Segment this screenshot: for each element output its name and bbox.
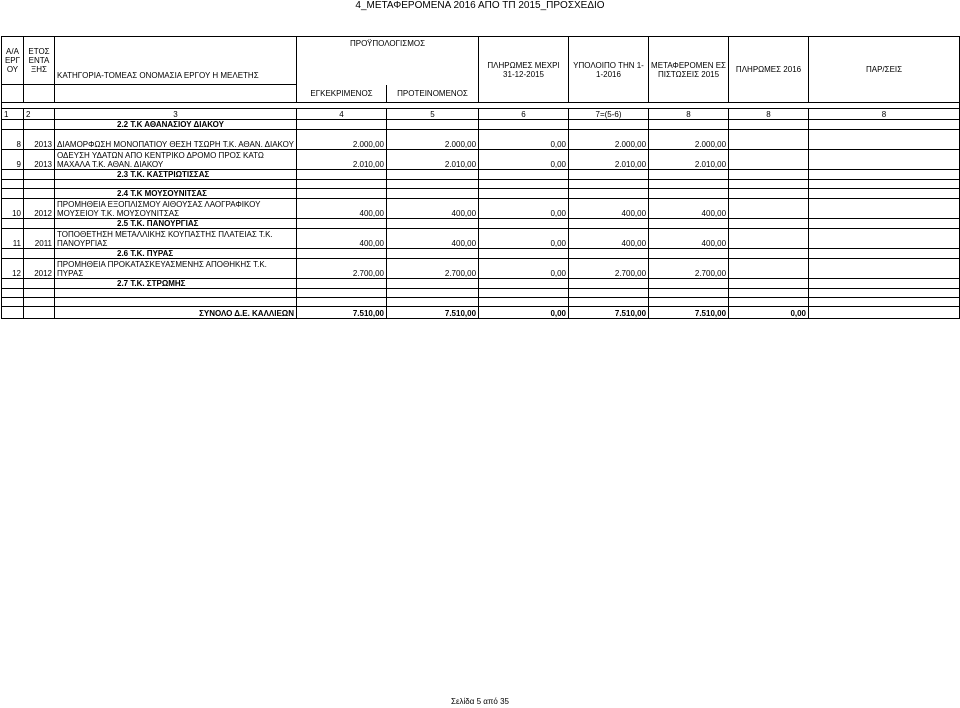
empty-cell bbox=[729, 120, 809, 130]
empty-cell bbox=[2, 120, 24, 130]
empty-cell bbox=[387, 189, 479, 199]
empty-cell bbox=[297, 249, 387, 259]
paid-amount: 0,00 bbox=[479, 150, 569, 170]
header-proposed: ΠΡΟΤΕΙΝΟΜΕΝΟΣ bbox=[387, 85, 479, 103]
carried-amount: 2.700,00 bbox=[649, 259, 729, 279]
header-carried: ΜΕΤΑΦΕΡΟΜΕΝ ΕΣ ΠΙΣΤΩΣΕΙΣ 2015 bbox=[649, 37, 729, 103]
remainder-amount: 2.700,00 bbox=[569, 259, 649, 279]
empty-cell bbox=[649, 289, 729, 298]
blank-row bbox=[2, 289, 960, 298]
section-row bbox=[2, 219, 960, 229]
colnum-7: 7=(5-6) bbox=[569, 109, 649, 120]
table-row bbox=[2, 229, 960, 249]
empty-cell bbox=[297, 279, 387, 289]
proposed-amount: 400,00 bbox=[387, 229, 479, 249]
paid-amount: 0,00 bbox=[479, 259, 569, 279]
total-proposed: 7.510,00 bbox=[387, 307, 479, 319]
empty-cell bbox=[387, 170, 479, 180]
empty-cell bbox=[649, 180, 729, 189]
remainder-amount: 2.010,00 bbox=[569, 150, 649, 170]
empty-cell bbox=[55, 298, 297, 307]
empty-cell bbox=[649, 120, 729, 130]
empty-cell bbox=[24, 120, 55, 130]
notes-cell bbox=[809, 130, 960, 150]
remainder-amount: 400,00 bbox=[569, 199, 649, 219]
colnum-4: 4 bbox=[297, 109, 387, 120]
empty-cell bbox=[297, 120, 387, 130]
section-row bbox=[2, 120, 960, 130]
empty-cell bbox=[387, 279, 479, 289]
empty-cell bbox=[569, 219, 649, 229]
empty-cell bbox=[297, 189, 387, 199]
empty-cell bbox=[24, 298, 55, 307]
empty-cell bbox=[2, 279, 24, 289]
project-number: 11 bbox=[2, 229, 24, 249]
approved-amount: 2.000,00 bbox=[297, 130, 387, 150]
column-number-row bbox=[2, 109, 960, 120]
empty-cell bbox=[729, 180, 809, 189]
colnum-6: 6 bbox=[479, 109, 569, 120]
project-year: 2012 bbox=[24, 199, 55, 219]
total-approved: 7.510,00 bbox=[297, 307, 387, 319]
empty-cell bbox=[387, 180, 479, 189]
empty-cell bbox=[649, 298, 729, 307]
notes-cell bbox=[809, 150, 960, 170]
empty-cell bbox=[649, 189, 729, 199]
remainder-amount: 2.000,00 bbox=[569, 130, 649, 150]
carried-amount: 400,00 bbox=[649, 199, 729, 219]
table-row bbox=[2, 199, 960, 219]
pay2016-amount bbox=[729, 229, 809, 249]
header-budget: ΠΡΟΫΠΟΛΟΓΙΣΜΟΣ bbox=[297, 37, 479, 85]
empty-cell bbox=[569, 279, 649, 289]
project-year: 2013 bbox=[24, 130, 55, 150]
empty-cell bbox=[24, 219, 55, 229]
header-paid-to: ΠΛΗΡΩΜΕΣ ΜΕΧΡΙ 31-12-2015 bbox=[479, 37, 569, 103]
subheader-blank bbox=[55, 85, 297, 103]
colnum-1: 1 bbox=[2, 109, 24, 120]
total-carried: 7.510,00 bbox=[649, 307, 729, 319]
empty-cell bbox=[569, 180, 649, 189]
pay2016-amount bbox=[729, 259, 809, 279]
header-aa: Α/Α ΕΡΓ ΟΥ bbox=[2, 37, 24, 85]
empty-cell bbox=[649, 279, 729, 289]
proposed-amount: 2.000,00 bbox=[387, 130, 479, 150]
paid-amount: 0,00 bbox=[479, 130, 569, 150]
notes-cell bbox=[809, 199, 960, 219]
empty-cell bbox=[809, 298, 960, 307]
pay2016-amount bbox=[729, 199, 809, 219]
empty-cell bbox=[2, 249, 24, 259]
empty-cell bbox=[729, 219, 809, 229]
header-category: ΚΑΤΗΓΟΡΙΑ-ΤΟΜΕΑΣ ΟΝΟΜΑΣΙΑ ΕΡΓΟΥ Η ΜΕΛΕΤΗΣ bbox=[55, 37, 297, 85]
empty-cell bbox=[297, 298, 387, 307]
carried-amount: 2.000,00 bbox=[649, 130, 729, 150]
empty-cell bbox=[479, 298, 569, 307]
remainder-amount: 400,00 bbox=[569, 229, 649, 249]
section-row bbox=[2, 249, 960, 259]
empty-cell bbox=[809, 279, 960, 289]
empty-cell bbox=[2, 189, 24, 199]
empty-cell bbox=[479, 180, 569, 189]
table-body bbox=[2, 37, 960, 319]
section-title: 2.2 Τ.Κ ΑΘΑΝΑΣΙΟΥ ΔΙΑΚΟΥ bbox=[55, 120, 297, 130]
empty-cell bbox=[387, 249, 479, 259]
empty-cell bbox=[809, 180, 960, 189]
empty-cell bbox=[479, 249, 569, 259]
colnum-8c: 8 bbox=[809, 109, 960, 120]
empty-cell bbox=[387, 289, 479, 298]
empty-cell bbox=[809, 120, 960, 130]
project-number: 9 bbox=[2, 150, 24, 170]
total-label: ΣΥΝΟΛΟ Δ.Ε. ΚΑΛΛΙΕΩΝ bbox=[55, 307, 297, 319]
empty-cell bbox=[2, 180, 24, 189]
section-row bbox=[2, 279, 960, 289]
empty-cell bbox=[297, 180, 387, 189]
notes-cell bbox=[809, 229, 960, 249]
empty-cell bbox=[2, 289, 24, 298]
pay2016-amount bbox=[729, 130, 809, 150]
empty-cell bbox=[649, 219, 729, 229]
empty-cell bbox=[569, 120, 649, 130]
project-name: ΟΔΕΥΣΗ ΥΔΑΤΩΝ ΑΠΟ ΚΕΝΤΡΙΚΟ ΔΡΟΜΟ ΠΡΟΣ ΚΑΤΩ ΜΑΧΑΛΑ Τ.Κ. ΑΘΑΝ. ΔΙΑΚΟΥ bbox=[55, 150, 297, 170]
empty-cell bbox=[479, 279, 569, 289]
empty-cell bbox=[24, 307, 55, 319]
empty-cell bbox=[55, 289, 297, 298]
empty-cell bbox=[809, 219, 960, 229]
empty-cell bbox=[569, 189, 649, 199]
empty-cell bbox=[729, 279, 809, 289]
empty-cell bbox=[479, 170, 569, 180]
approved-amount: 2.010,00 bbox=[297, 150, 387, 170]
budget-table bbox=[1, 36, 960, 319]
empty-cell bbox=[2, 298, 24, 307]
section-title: 2.7 Τ.Κ. ΣΤΡΩΜΗΣ bbox=[55, 279, 297, 289]
project-number: 10 bbox=[2, 199, 24, 219]
empty-cell bbox=[297, 170, 387, 180]
total-row bbox=[2, 307, 960, 319]
empty-cell bbox=[24, 249, 55, 259]
table-row bbox=[2, 150, 960, 170]
section-title: 2.3 Τ.Κ. ΚΑΣΤΡΙΩΤΙΣΣΑΣ bbox=[55, 170, 297, 180]
empty-cell bbox=[24, 289, 55, 298]
header-notes: ΠΑΡ/ΣΕΙΣ bbox=[809, 37, 960, 103]
empty-cell bbox=[569, 170, 649, 180]
empty-cell bbox=[55, 180, 297, 189]
empty-cell bbox=[729, 189, 809, 199]
pay2016-amount bbox=[729, 150, 809, 170]
empty-cell bbox=[24, 189, 55, 199]
section-row bbox=[2, 189, 960, 199]
project-name: ΤΟΠΟΘΕΤΗΣΗ ΜΕΤΑΛΛΙΚΗΣ ΚΟΥΠΑΣΤΗΣ ΠΛΑΤΕΙΑΣ Τ.Κ. ΠΑΝΟΥΡΓΙΑΣ bbox=[55, 229, 297, 249]
total-pay2016: 0,00 bbox=[729, 307, 809, 319]
section-title: 2.4 Τ.Κ ΜΟΥΣΟΥΝΙΤΣΑΣ bbox=[55, 189, 297, 199]
colnum-5: 5 bbox=[387, 109, 479, 120]
empty-cell bbox=[569, 289, 649, 298]
proposed-amount: 2.010,00 bbox=[387, 150, 479, 170]
empty-cell bbox=[479, 120, 569, 130]
empty-cell bbox=[569, 298, 649, 307]
colnum-8a: 8 bbox=[649, 109, 729, 120]
empty-cell bbox=[387, 298, 479, 307]
notes-cell bbox=[809, 307, 960, 319]
empty-cell bbox=[729, 289, 809, 298]
empty-cell bbox=[809, 170, 960, 180]
empty-cell bbox=[479, 219, 569, 229]
subheader-blank bbox=[2, 85, 24, 103]
subheader-blank bbox=[24, 85, 55, 103]
project-year: 2013 bbox=[24, 150, 55, 170]
section-title: 2.6 Τ.Κ. ΠΥΡΑΣ bbox=[55, 249, 297, 259]
project-name: ΠΡΟΜΗΘΕΙΑ ΕΞΟΠΛΙΣΜΟΥ ΑΙΘΟΥΣΑΣ ΛΑΟΓΡΑΦΙΚΟΥ ΜΟΥΣΕΙΟΥ Τ.Κ. ΜΟΥΣΟΥΝΙΤΣΑΣ bbox=[55, 199, 297, 219]
empty-cell bbox=[729, 249, 809, 259]
header-pay2016: ΠΛΗΡΩΜΕΣ 2016 bbox=[729, 37, 809, 103]
total-remainder: 7.510,00 bbox=[569, 307, 649, 319]
colnum-8b: 8 bbox=[729, 109, 809, 120]
paid-amount: 0,00 bbox=[479, 229, 569, 249]
empty-cell bbox=[479, 189, 569, 199]
empty-cell bbox=[24, 279, 55, 289]
colnum-3: 3 bbox=[55, 109, 297, 120]
project-name: ΠΡΟΜΗΘΕΙΑ ΠΡΟΚΑΤΑΣΚΕΥΑΣΜΕΝΗΣ ΑΠΟΘΗΚΗΣ Τ.Κ. ΠΥΡΑΣ bbox=[55, 259, 297, 279]
approved-amount: 400,00 bbox=[297, 229, 387, 249]
notes-cell bbox=[809, 259, 960, 279]
project-number: 12 bbox=[2, 259, 24, 279]
carried-amount: 2.010,00 bbox=[649, 150, 729, 170]
page-footer: Σελίδα 5 από 35 bbox=[451, 697, 509, 706]
empty-cell bbox=[24, 180, 55, 189]
table-row bbox=[2, 130, 960, 150]
section-title: 2.5 Τ.Κ. ΠΑΝΟΥΡΓΙΑΣ bbox=[55, 219, 297, 229]
empty-cell bbox=[729, 298, 809, 307]
empty-cell bbox=[297, 289, 387, 298]
section-row bbox=[2, 170, 960, 180]
proposed-amount: 2.700,00 bbox=[387, 259, 479, 279]
colnum-2: 2 bbox=[24, 109, 55, 120]
header-etos: ΕΤΟΣ ΕΝΤΑ ΞΗΣ bbox=[24, 37, 55, 85]
empty-cell bbox=[649, 170, 729, 180]
empty-cell bbox=[24, 170, 55, 180]
empty-cell bbox=[2, 219, 24, 229]
approved-amount: 2.700,00 bbox=[297, 259, 387, 279]
empty-cell bbox=[2, 307, 24, 319]
project-number: 8 bbox=[2, 130, 24, 150]
blank-row bbox=[2, 298, 960, 307]
approved-amount: 400,00 bbox=[297, 199, 387, 219]
empty-cell bbox=[809, 289, 960, 298]
page-title: 4_ΜΕΤΑΦΕΡΟΜΕΝΑ 2016 ΑΠΟ ΤΠ 2015_ΠΡΟΣΧΕΔΙΟ bbox=[355, 0, 605, 11]
empty-cell bbox=[387, 120, 479, 130]
header-row bbox=[2, 37, 960, 85]
carried-amount: 400,00 bbox=[649, 229, 729, 249]
empty-cell bbox=[297, 219, 387, 229]
project-year: 2012 bbox=[24, 259, 55, 279]
empty-cell bbox=[729, 170, 809, 180]
empty-cell bbox=[569, 249, 649, 259]
blank-row bbox=[2, 180, 960, 189]
empty-cell bbox=[2, 170, 24, 180]
empty-cell bbox=[387, 219, 479, 229]
empty-cell bbox=[649, 249, 729, 259]
total-paid: 0,00 bbox=[479, 307, 569, 319]
header-approved: ΕΓΚΕΚΡΙΜΕΝΟΣ bbox=[297, 85, 387, 103]
paid-amount: 0,00 bbox=[479, 199, 569, 219]
project-name: ΔΙΑΜΟΡΦΩΣΗ ΜΟΝΟΠΑΤΙΟΥ ΘΕΣΗ ΤΣΩΡΗ Τ.Κ. ΑΘΑΝ. ΔΙΑΚΟΥ bbox=[55, 130, 297, 150]
proposed-amount: 400,00 bbox=[387, 199, 479, 219]
table-row bbox=[2, 259, 960, 279]
empty-cell bbox=[479, 289, 569, 298]
project-year: 2011 bbox=[24, 229, 55, 249]
header-remainder: ΥΠΟΛΟΙΠΟ ΤΗΝ 1-1-2016 bbox=[569, 37, 649, 103]
empty-cell bbox=[809, 249, 960, 259]
empty-cell bbox=[809, 189, 960, 199]
